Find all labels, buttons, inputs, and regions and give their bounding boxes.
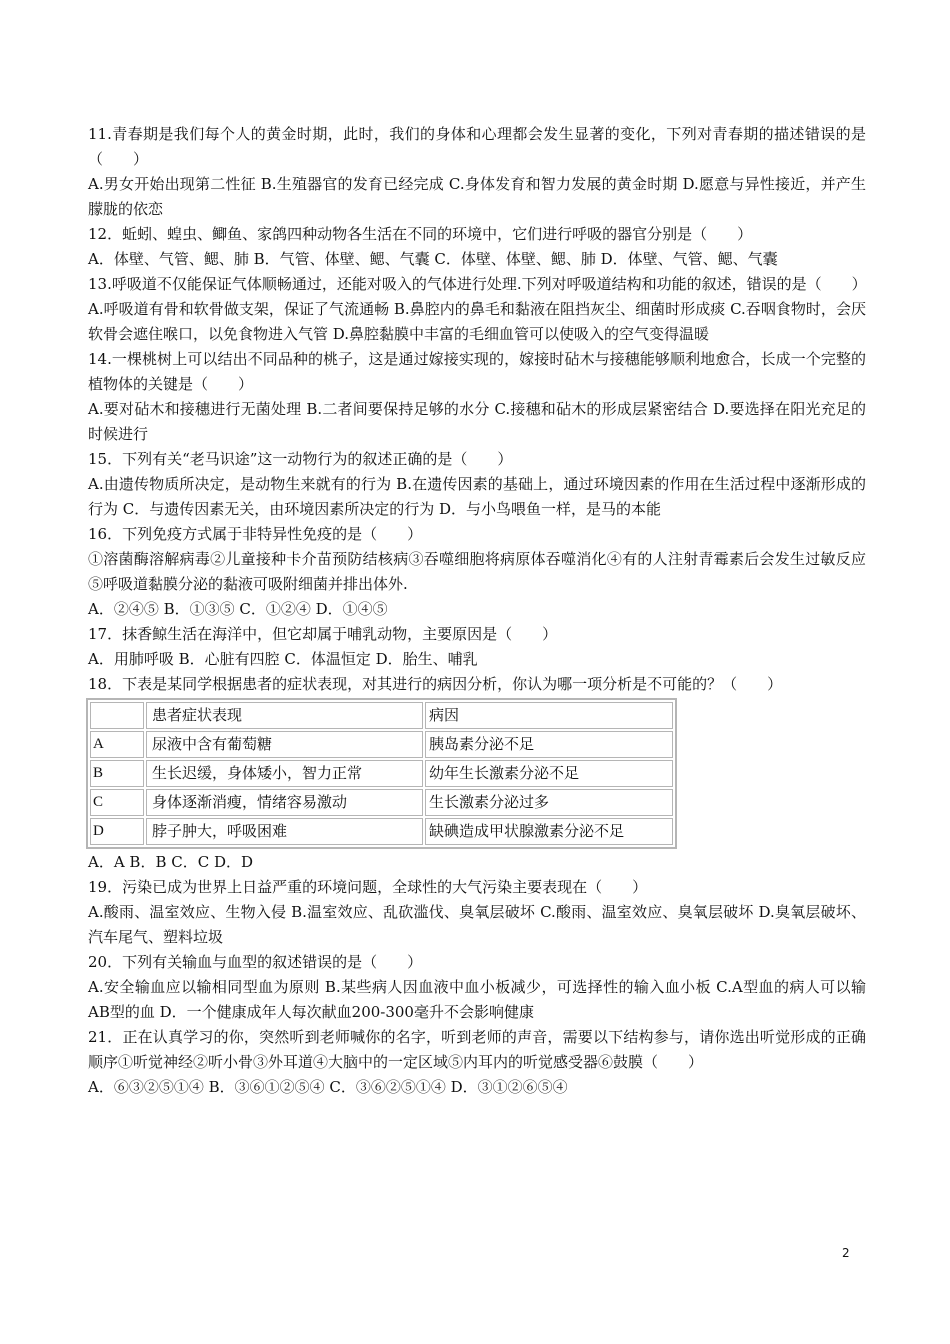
q11-stem: 11.青春期是我们每个人的黄金时期，此时，我们的身体和心理都会发生显著的变化，下列对青春期的描述错误的是（ ） (88, 125, 866, 168)
symptom-cause-table (86, 698, 677, 849)
table-row (90, 760, 673, 787)
table-cell: 缺碘造成甲状腺激素分泌不足 (425, 818, 673, 845)
q16-options: A．②④⑤ B．①③⑤ C．①②④ D．①④⑤ (88, 600, 388, 618)
q20-options: A.安全输血应以输相同型血为原则 B.某些病人因血液中血小板减少，可选择性的输入血小板 C.A型血的病人可以输AB型的血 D．一个健康成年人每次献血200-300毫升不会影响健康 (88, 978, 866, 1021)
table-header-row (90, 702, 673, 729)
q15-options: A.由遗传物质所决定，是动物生来就有的行为 B.在遗传因素的基础上，通过环境因素的作用在生活过程中逐渐形成的行为 C．与遗传因素无关，由环境因素所决定的行为 D．与小鸟喂鱼一样，是马的本能 (88, 475, 866, 518)
table-row (90, 789, 673, 816)
q16-items: ①溶菌酶溶解病毒②儿童接种卡介苗预防结核病③吞噬细胞将病原体吞噬消化④有的人注射青霉素后会发生过敏反应⑤呼吸道黏膜分泌的黏液可吸附细菌并排出体外. (88, 550, 866, 593)
table-header-cell: 患者症状表现 (146, 702, 423, 729)
q14-options: A.要对砧木和接穗进行无菌处理 B.二者间要保持足够的水分 C.接穗和砧木的形成层紧密结合 D.要选择在阳光充足的时候进行 (88, 400, 866, 443)
table-cell: 幼年生长激素分泌不足 (425, 760, 673, 787)
q18-stem: 18．下表是某同学根据患者的症状表现，对其进行的病因分析，你认为哪一项分析是不可能的？（ ） (88, 675, 783, 693)
q13-stem: 13.呼吸道不仅能保证气体顺畅通过，还能对吸入的气体进行处理.下列对呼吸道结构和功能的叙述，错误的是（ ） (88, 275, 867, 293)
q14-stem: 14.一棵桃树上可以结出不同品种的桃子，这是通过嫁接实现的，嫁接时砧木与接穗能够顺利地愈合，长成一个完整的植物体的关键是（ ） (88, 350, 866, 393)
q12-stem: 12．蚯蚓、蝗虫、鲫鱼、家鸽四种动物各生活在不同的环境中，它们进行呼吸的器官分别是（ ） (88, 225, 753, 243)
table-row (90, 731, 673, 758)
q15-stem: 15．下列有关“老马识途”这一动物行为的叙述正确的是（ ） (88, 450, 513, 468)
q19-options: A.酸雨、温室效应、生物入侵 B.温室效应、乱砍滥伐、臭氧层破坏 C.酸雨、温室效应、臭氧层破坏 D.臭氧层破坏、汽车尾气、塑料垃圾 (88, 903, 866, 946)
table-row (90, 818, 673, 845)
q16-stem: 16．下列免疫方式属于非特异性免疫的是（ ） (88, 525, 423, 543)
table-cell: D (90, 818, 144, 845)
table-cell: 尿液中含有葡萄糖 (146, 731, 423, 758)
q21-options: A．⑥③②⑤①④ B．③⑥①②⑤④ C．③⑥②⑤①④ D．③①②⑥⑤④ (88, 1078, 568, 1096)
table-cell: A (90, 731, 144, 758)
question-list (88, 122, 866, 1100)
table-cell: B (90, 760, 144, 787)
table-header-cell (90, 702, 144, 729)
table-cell: 生长激素分泌过多 (425, 789, 673, 816)
table-cell: 胰岛素分泌不足 (425, 731, 673, 758)
table-cell: 身体逐渐消瘦，情绪容易激动 (146, 789, 423, 816)
table-cell: 脖子肿大，呼吸困难 (146, 818, 423, 845)
q17-options: A．用肺呼吸 B．心脏有四腔 C．体温恒定 D．胎生、哺乳 (88, 650, 478, 668)
q21-stem: 21．正在认真学习的你，突然听到老师喊你的名字，听到老师的声音，需要以下结构参与，请你选出听觉形成的正确顺序①听觉神经②听小骨③外耳道④大脑中的一定区域⑤内耳内的听觉感受器⑥鼓膜（ ） (88, 1028, 866, 1071)
q13-options: A.呼吸道有骨和软骨做支架，保证了气流通畅 B.鼻腔内的鼻毛和黏液在阻挡灰尘、细菌时形成痰 C.吞咽食物时，会厌软骨会遮住喉口，以免食物进入气管 D.鼻腔黏膜中丰富的毛细血管可以使吸入的空气变得温暖 (88, 300, 866, 343)
q17-stem: 17．抹香鲸生活在海洋中，但它却属于哺乳动物，主要原因是（ ） (88, 625, 558, 643)
table-header-cell: 病因 (425, 702, 673, 729)
q18-options: A．A B．B C．C D．D (88, 853, 254, 871)
q12-options: A．体壁、气管、鳃、肺 B．气管、体壁、鳃、气囊 C．体壁、体壁、鳃、肺 D．体壁、气管、鳃、气囊 (88, 250, 778, 268)
table-cell: 生长迟缓，身体矮小，智力正常 (146, 760, 423, 787)
table-cell: C (90, 789, 144, 816)
q19-stem: 19．污染已成为世界上日益严重的环境问题，全球性的大气污染主要表现在（ ） (88, 878, 648, 896)
q20-stem: 20．下列有关输血与血型的叙述错误的是（ ） (88, 953, 423, 971)
q11-options: A.男女开始出现第二性征 B.生殖器官的发育已经完成 C.身体发育和智力发展的黄金时期 D.愿意与异性接近，并产生朦胧的依恋 (88, 175, 866, 218)
page-number: 2 (842, 1246, 850, 1260)
